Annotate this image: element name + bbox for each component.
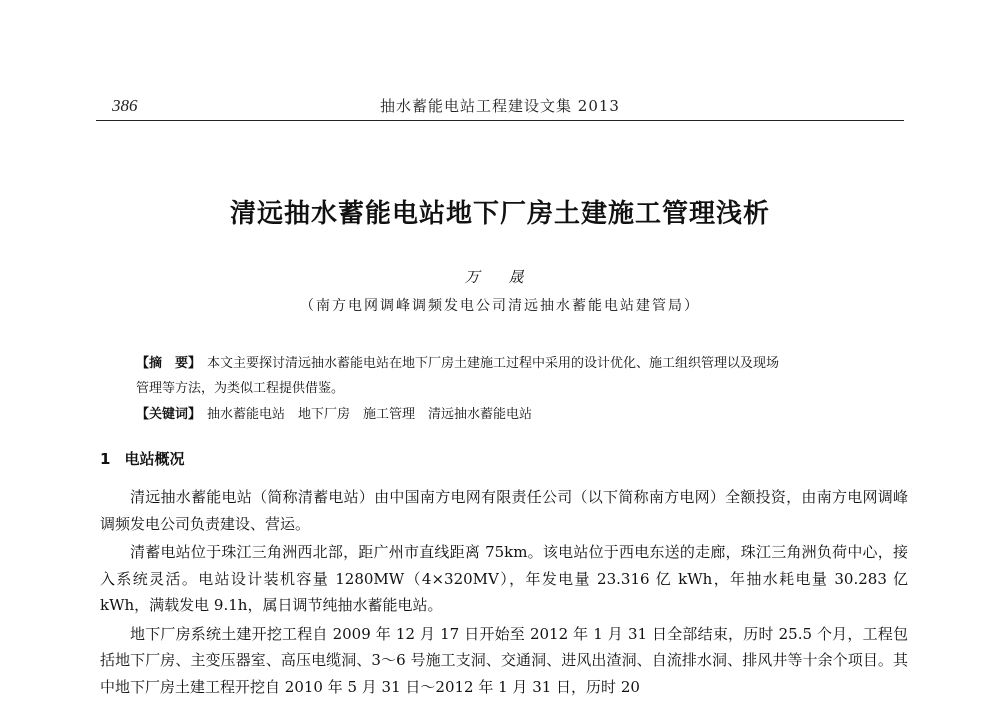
affiliation: （南方电网调峰调频发电公司清远抽水蓄能电站建管局） (300, 298, 700, 314)
abstract (136, 351, 886, 401)
author: 万 晟 (464, 268, 536, 286)
running-title: 抽水蓄能电站工程建设文集 2013 (380, 97, 620, 115)
section-body (100, 484, 908, 700)
article-title: 清远抽水蓄能电站地下厂房土建施工管理浅析 (229, 199, 770, 229)
paragraph: 地下厂房系统土建开挖工程自 2009 年 12 月 17 日开始至 2012 年 1 月 31 日全部结束，历时 25.5 个月，工程包括地下厂房、主变压器室、高压电缆洞、3～6 号施工支洞、交通洞、进风出渣洞、自流排水洞、排风井等十余个项目。其中地下厂房土建工程开挖自 2010 年 5 月 31 日～2012 年 1 月 31 日，历时 20 (100, 624, 908, 696)
section-title: 电站概况 (124, 450, 185, 468)
section-number: 1 (100, 450, 111, 468)
page-number: 386 (112, 96, 138, 115)
keywords-text: 抽水蓄能电站 地下厂房 施工管理 清远抽水蓄能电站 (207, 407, 533, 422)
paragraph: 清蓄电站位于珠江三角洲西北部，距广州市直线距离 75km。该电站位于西电东送的走廊，珠江三角洲负荷中心，接入系统灵活。电站设计装机容量 1280MW（4×320MV），年发电量 23.316 亿 kWh，年抽水耗电量 30.283 亿 kWh，满载发电 9.1h，属日调节纯抽水蓄能电站。 (100, 543, 908, 614)
paragraph: 清远抽水蓄能电站（简称清蓄电站）由中国南方电网有限责任公司（以下简称南方电网）全额投资，由南方电网调峰调频发电公司负责建设、营运。 (100, 488, 908, 533)
abstract-label: 【摘 要】 (136, 356, 202, 371)
abstract-text-2: 管理等方法，为类似工程提供借鉴。 (136, 381, 345, 396)
keywords (136, 402, 886, 427)
abstract-line-1 (136, 351, 886, 376)
header-rule (96, 120, 904, 121)
abstract-text-1: 本文主要探讨清远抽水蓄能电站在地下厂房土建施工过程中采用的设计优化、施工组织管理以及现场 (207, 356, 780, 371)
section-heading (100, 448, 184, 469)
keywords-label: 【关键词】 (136, 407, 202, 422)
